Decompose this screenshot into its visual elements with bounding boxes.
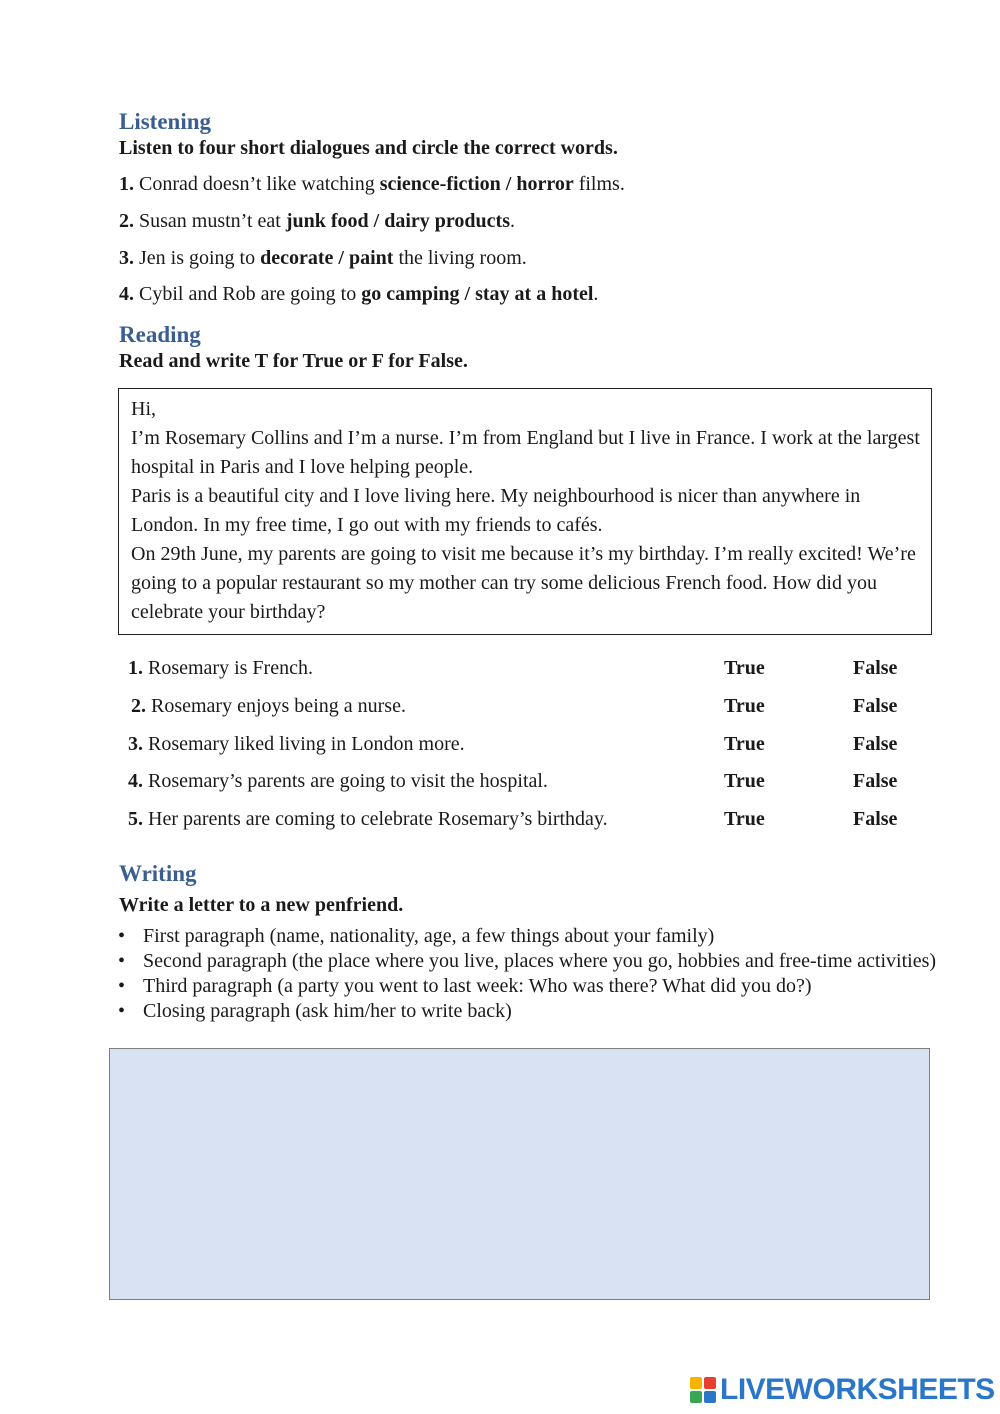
bullet-icon: • [118,950,126,972]
true-option[interactable]: True [724,733,765,755]
listening-item: 1. Conrad doesn’t like watching science-fiction / horror films. [119,173,625,195]
letter-paragraph: On 29th June, my parents are going to visit me because it’s my birthday. I’m really excited! We’re going to a popular restaurant so my mother can try some delicious French food. How did you celebrate your birthday? [131,543,916,623]
writing-heading: Writing [119,861,197,886]
false-option[interactable]: False [853,808,898,830]
listening-item: 4. Cybil and Rob are going to go camping / stay at a hotel. [119,283,599,305]
writing-answer-box[interactable] [109,1048,930,1300]
bullet-item: • Closing paragraph (ask him/her to write back) [118,1000,512,1022]
answer-options[interactable]: science-fiction / horror [379,173,574,195]
letter-greeting: Hi, [131,398,156,420]
writing-instruction: Write a letter to a new penfriend. [119,894,404,916]
statement-text: 5. Her parents are coming to celebrate Rosemary’s birthday. [128,808,608,830]
true-option[interactable]: True [724,657,765,679]
logo-mark-icon [690,1377,716,1403]
bullet-icon: • [118,975,126,997]
bullet-item: • First paragraph (name, nationality, age, a few things about your family) [118,925,715,947]
letter-paragraph: I’m Rosemary Collins and I’m a nurse. I’m from England but I live in France. I work at the largest hospital in Paris and I love helping people. [131,427,920,478]
liveworksheets-logo [690,1372,995,1408]
answer-options[interactable]: junk food / dairy products [285,210,510,232]
listening-item: 2. Susan mustn’t eat junk food / dairy products. [119,210,515,232]
bullet-item: • Third paragraph (a party you went to last week: Who was there? What did you do?) [118,975,812,997]
true-option[interactable]: True [724,808,765,830]
listening-item: 3. Jen is going to decorate / paint the living room. [119,247,527,269]
reading-instruction: Read and write T for True or F for False. [119,350,468,372]
statement-text: 4. Rosemary’s parents are going to visit the hospital. [128,770,548,792]
logo-text: LIVEWORKSHEETS [720,1373,995,1406]
listening-heading: Listening [119,109,212,134]
statement-text: 2. Rosemary enjoys being a nurse. [131,695,406,717]
answer-options[interactable]: decorate / paint [260,247,394,269]
letter-paragraph: Paris is a beautiful city and I love living here. My neighbourhood is nicer than anywhere in London. In my free time, I go out with my friends to cafés. [131,485,861,536]
bullet-item: • Second paragraph (the place where you live, places where you go, hobbies and free-time activities) [118,950,937,972]
false-option[interactable]: False [853,695,898,717]
answer-options[interactable]: go camping / stay at a hotel [361,283,594,305]
bullet-icon: • [118,1000,126,1022]
listening-instruction: Listen to four short dialogues and circle the correct words. [119,137,618,159]
letter-box [118,388,932,635]
reading-heading: Reading [119,322,201,347]
false-option[interactable]: False [853,733,898,755]
bullet-icon: • [118,925,126,947]
false-option[interactable]: False [853,657,898,679]
statement-text: 1. Rosemary is French. [128,657,313,679]
false-option[interactable]: False [853,770,898,792]
true-option[interactable]: True [724,770,765,792]
statement-text: 3. Rosemary liked living in London more. [128,733,465,755]
true-option[interactable]: True [724,695,765,717]
writing-bullet-list [118,924,938,1024]
